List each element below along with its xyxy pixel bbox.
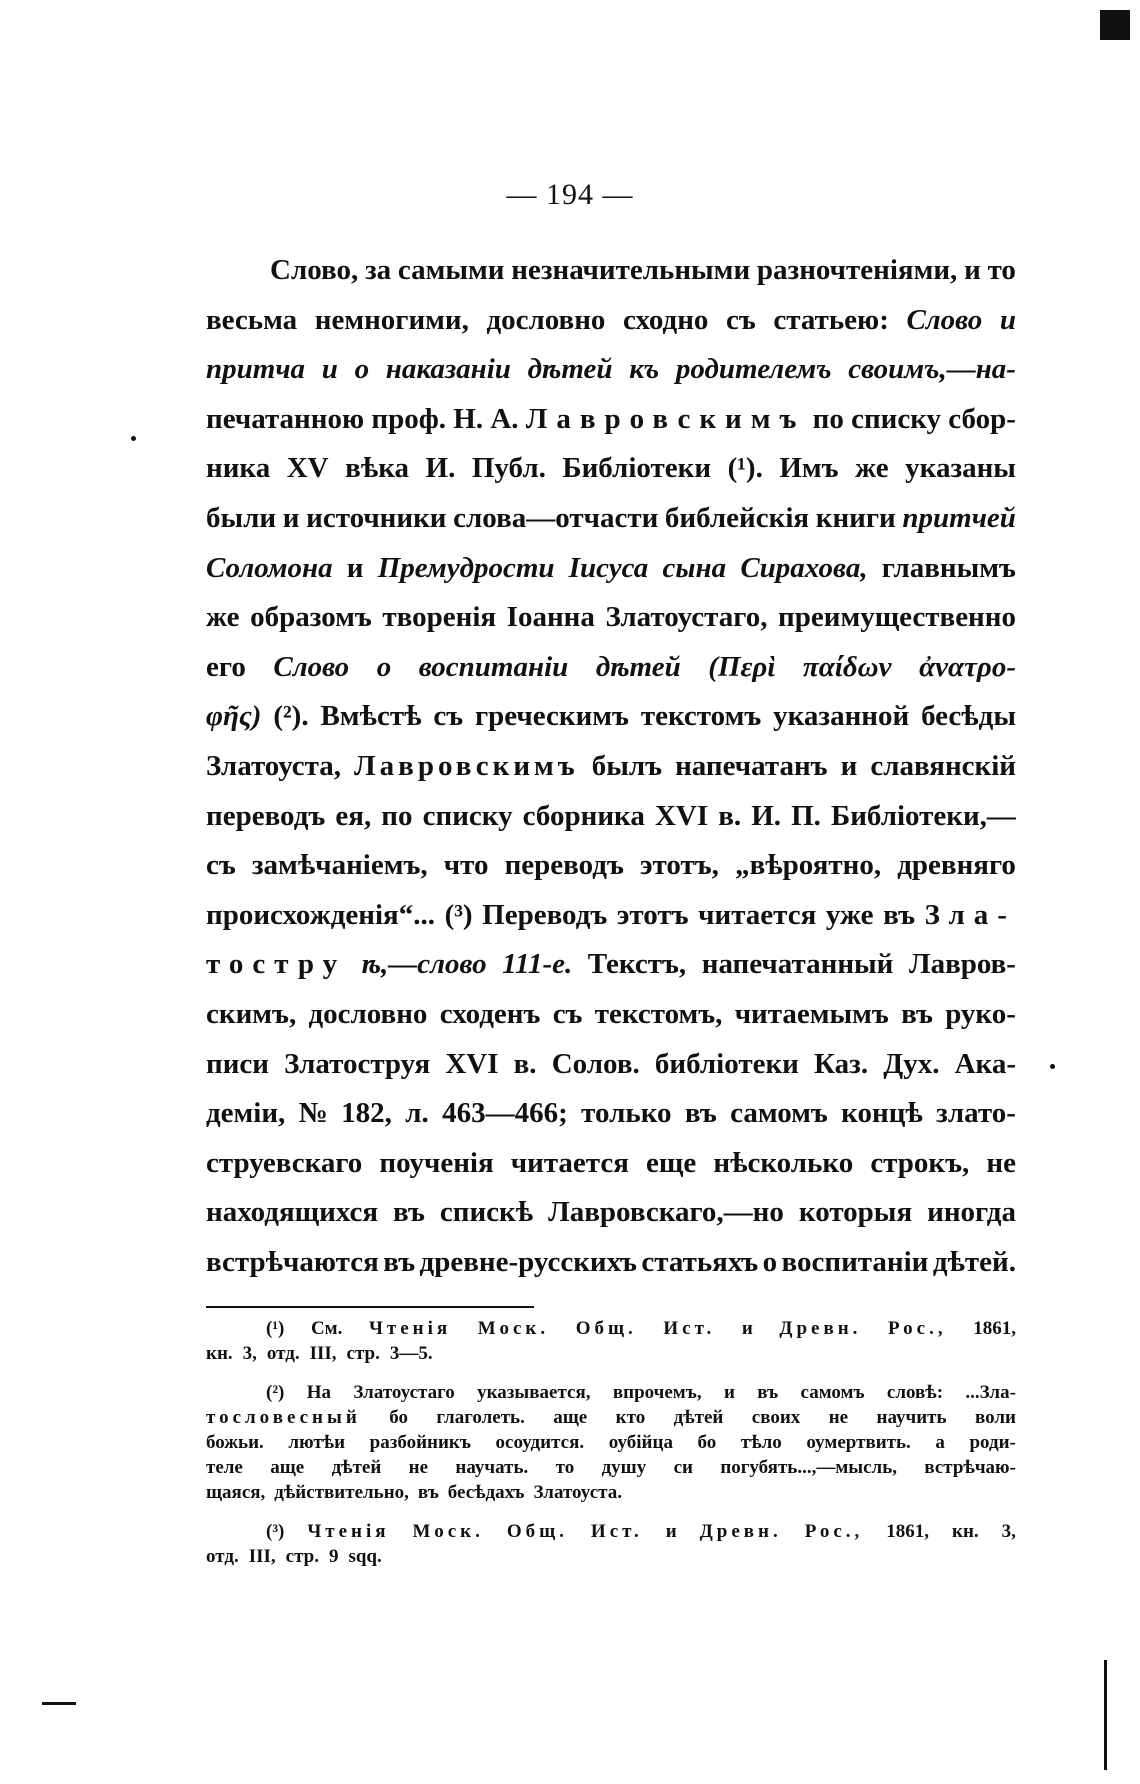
word: греческимъ <box>474 700 629 733</box>
word: и <box>282 501 300 534</box>
word: съ <box>552 997 583 1030</box>
body-line <box>206 345 1016 395</box>
word: этотъ, <box>640 849 719 882</box>
word: сходенъ <box>439 997 541 1030</box>
word: съ <box>726 303 756 336</box>
footnotes <box>206 1316 1016 1569</box>
body-line <box>206 296 1016 346</box>
body-line <box>206 643 1016 693</box>
word: проф. <box>371 402 447 435</box>
word: творенія <box>382 601 497 634</box>
italic-word: притча <box>206 353 306 386</box>
spaced-word: Моск. <box>412 1521 484 1542</box>
word: не <box>828 1407 849 1428</box>
word: то <box>555 1457 575 1478</box>
scan-speck <box>131 436 136 441</box>
word: лютѣи <box>288 1432 346 1453</box>
spaced-word: тостру <box>206 948 347 981</box>
word: божьи. <box>206 1432 264 1453</box>
word: вѣка <box>345 452 409 485</box>
body-line <box>206 792 1016 842</box>
word: XV <box>286 452 329 485</box>
italic-word: наказаніи <box>385 353 511 386</box>
footnote-line <box>206 1380 1016 1405</box>
word: sqq. <box>348 1546 382 1567</box>
word: по <box>381 799 413 832</box>
word: № <box>298 1097 328 1130</box>
word: XVI <box>654 799 709 832</box>
word: бо <box>697 1432 717 1453</box>
word: дѣтей <box>673 1407 724 1428</box>
word: печатанною <box>206 402 365 435</box>
word: дословно <box>486 303 606 336</box>
word: оумертвить. <box>806 1432 911 1453</box>
word: за <box>364 254 392 286</box>
word: текстомъ <box>640 700 762 733</box>
footnote-line <box>206 1430 1016 1455</box>
word: Каз. <box>814 1047 869 1080</box>
word: самомъ <box>800 1382 865 1403</box>
word: весьма <box>206 303 298 336</box>
word: 3—5. <box>389 1343 433 1364</box>
footnote-ref: (²). <box>273 700 309 733</box>
word: встрѣчаются <box>206 1245 379 1278</box>
word: списку <box>851 402 942 435</box>
word: въ <box>901 997 933 1030</box>
word: напечатанный <box>701 948 894 981</box>
word: находящихся <box>206 1196 379 1229</box>
word: в. <box>718 799 742 832</box>
greek-word: ἀνατρο- <box>919 650 1016 683</box>
word: немногими, <box>314 303 469 336</box>
word: Н. <box>453 402 484 435</box>
word: III, <box>248 1546 276 1567</box>
footnote-1 <box>206 1316 1016 1366</box>
word: спискѣ <box>439 1196 534 1229</box>
word: Лавров- <box>908 948 1016 981</box>
italic-word: воспитаніи <box>418 650 569 683</box>
word: преимущественно <box>778 601 1016 634</box>
body-line <box>206 1188 1016 1238</box>
spaced-name: Лавровскимъ <box>354 749 579 782</box>
word: Публ. <box>471 452 546 485</box>
word: въ <box>417 1482 439 1503</box>
word: 463—466; <box>442 1097 568 1130</box>
word: поученія <box>379 1146 494 1179</box>
word: аще <box>553 1407 588 1428</box>
word: въ <box>383 1245 416 1278</box>
italic-word: о <box>354 353 370 386</box>
body-line <box>206 990 1016 1040</box>
word: в. <box>513 1047 537 1080</box>
footnote-line <box>206 1405 1016 1430</box>
spaced-word: Чтенія <box>307 1521 390 1542</box>
italic-word: дѣтей <box>527 353 613 386</box>
word: И. <box>425 452 456 485</box>
word: Дух. <box>883 1047 940 1080</box>
footnote-ref: (³) <box>444 898 473 931</box>
word: дословно <box>308 997 428 1030</box>
word: XVI <box>445 1047 499 1080</box>
word: злато- <box>936 1097 1016 1130</box>
word: бо <box>389 1407 408 1428</box>
footnote-separator <box>206 1306 534 1308</box>
word: III, <box>309 1343 337 1364</box>
body-line <box>206 1238 1016 1288</box>
footnote-2 <box>206 1380 1016 1505</box>
word: встрѣчаю- <box>924 1457 1016 1478</box>
word: разночтеніями, <box>756 254 958 286</box>
word: Переводъ <box>482 898 608 931</box>
word: ...Зла- <box>965 1382 1016 1403</box>
italic-word: Слово <box>906 303 983 336</box>
word: то <box>987 254 1016 286</box>
word: указывается, <box>477 1382 591 1403</box>
word: отд. <box>206 1546 239 1567</box>
word: словѣ: <box>886 1382 944 1403</box>
word: ея, <box>335 799 372 832</box>
italic-word: Сирахова, <box>740 551 868 584</box>
word: кн. <box>952 1521 979 1542</box>
word: этотъ <box>616 898 689 931</box>
word: указанной <box>773 700 910 733</box>
italic-word: Соломона <box>206 551 333 584</box>
word: осоудится. <box>495 1432 585 1453</box>
word: еще <box>646 1146 697 1179</box>
word: кто <box>615 1407 646 1428</box>
italic-word: сына <box>662 551 727 584</box>
word: Вмѣстѣ <box>320 700 422 733</box>
footnote-line <box>206 1544 1016 1569</box>
body-line <box>206 1139 1016 1189</box>
word: стр. <box>285 1546 319 1567</box>
word: научать. <box>455 1457 529 1478</box>
word: отд. <box>266 1343 300 1364</box>
italic-word: ѣ,—слово <box>361 948 487 981</box>
word: деміи, <box>206 1097 286 1130</box>
word: См. <box>310 1318 343 1339</box>
word: и <box>346 551 364 584</box>
spaced-word: Древн. <box>699 1521 782 1542</box>
word: 1861, <box>973 1318 1016 1339</box>
word: душу <box>601 1457 647 1478</box>
body-line <box>206 1089 1016 1139</box>
word: „вѣроятно, <box>735 849 882 882</box>
word: воспитаніи <box>781 1245 929 1278</box>
word: источники <box>306 501 447 534</box>
word: аще <box>270 1457 305 1478</box>
word: писи <box>206 1047 269 1080</box>
word: и <box>723 1382 735 1403</box>
word: скимъ, <box>206 997 297 1030</box>
spaced-word: Общ. <box>575 1318 637 1339</box>
word: въ <box>393 1196 425 1229</box>
word: замѣчаніемъ, <box>251 849 428 882</box>
word: дѣйствительно, <box>274 1482 409 1503</box>
body-line <box>206 940 1016 990</box>
word: струевскаго <box>206 1146 363 1179</box>
word: кн. <box>206 1343 233 1364</box>
word: бесѣдахъ <box>447 1482 525 1503</box>
italic-word: Слово <box>273 650 350 683</box>
spaced-word: Зла- <box>924 898 1016 931</box>
word: же <box>855 452 889 485</box>
italic-word: Премудрости <box>377 551 555 584</box>
word: разбойникъ <box>369 1432 471 1453</box>
scan-corner-mark <box>1100 10 1130 40</box>
word: же <box>206 601 240 634</box>
spaced-word: тословесный <box>206 1407 361 1428</box>
word: статьяхъ <box>641 1245 759 1278</box>
italic-word: о <box>376 650 392 683</box>
word: древне-русскихъ <box>419 1245 637 1278</box>
body-line <box>206 1040 1016 1090</box>
word: л. <box>405 1097 429 1130</box>
word: стр. <box>346 1343 380 1364</box>
word: И. <box>751 799 782 832</box>
word: Златоуста, <box>206 749 342 782</box>
spaced-word: Ист. <box>663 1318 716 1339</box>
footnote-marker: (²) <box>266 1382 285 1403</box>
footnote-marker: (³) <box>266 1521 285 1542</box>
spaced-word: Чтенія <box>368 1318 452 1339</box>
word: древняго <box>897 849 1016 882</box>
word: иногда <box>927 1196 1016 1229</box>
greek-word: παίδων <box>802 650 892 683</box>
word: въ <box>757 1382 779 1403</box>
spaced-word: Рос., <box>888 1318 947 1339</box>
word: образомъ <box>250 601 372 634</box>
spaced-word: Рос., <box>804 1521 864 1542</box>
word: читается <box>698 898 817 931</box>
word: были <box>206 501 277 534</box>
footnote-line <box>206 1480 1016 1505</box>
word: библіотеки <box>654 1047 799 1080</box>
body-text <box>206 246 1016 1287</box>
word: концѣ <box>841 1097 923 1130</box>
italic-word: родителемъ <box>675 353 832 386</box>
word: статьею: <box>773 303 889 336</box>
word: книги <box>815 501 896 534</box>
word: 1861, <box>886 1521 930 1542</box>
word: съ <box>206 849 236 882</box>
word: Солов. <box>551 1047 640 1080</box>
body-line <box>206 742 1016 792</box>
word: былъ <box>591 749 663 782</box>
word: его <box>206 650 246 683</box>
word: сбор- <box>948 402 1016 435</box>
footnote-3 <box>206 1519 1016 1569</box>
greek-word: (Περὶ <box>708 650 776 683</box>
word: 182, <box>341 1097 392 1130</box>
word: Имъ <box>779 452 839 485</box>
footnote-line <box>206 1519 1016 1544</box>
word: бесѣды <box>921 700 1016 733</box>
scan-edge-mark <box>42 1702 76 1705</box>
word: Слово, <box>270 254 359 286</box>
word: Ака- <box>954 1047 1016 1080</box>
word: Златоуста. <box>533 1482 622 1503</box>
scan-speck <box>1050 1064 1055 1069</box>
word: незначительными <box>511 254 751 286</box>
word: погубять...,—мысль, <box>720 1457 898 1478</box>
word: читается <box>510 1146 629 1179</box>
word: Библіотеки,— <box>831 799 1016 832</box>
italic-word: и <box>321 353 338 386</box>
word: въ <box>684 1097 717 1130</box>
scan-edge-mark <box>1104 1660 1107 1770</box>
body-line <box>206 692 1016 742</box>
word: самомъ <box>730 1097 828 1130</box>
word: дѣтей <box>331 1457 382 1478</box>
body-line <box>206 841 1016 891</box>
word: дѣтей. <box>932 1245 1016 1278</box>
word: не <box>408 1457 429 1478</box>
word: въ <box>883 898 915 931</box>
word: главнымъ <box>881 551 1016 584</box>
word: 9 <box>328 1546 339 1567</box>
word: Текстъ, <box>587 948 687 981</box>
word: о <box>762 1245 778 1278</box>
italic-word: и <box>999 303 1016 336</box>
italic-word: притчей <box>902 501 1016 534</box>
word: происхожденія“... <box>206 898 435 931</box>
body-line <box>206 494 1016 544</box>
italic-word: своимъ,—на- <box>848 353 1016 386</box>
word: и <box>964 254 981 286</box>
word: тѣло <box>740 1432 782 1453</box>
word: впрочемъ, <box>612 1382 702 1403</box>
body-line <box>206 246 1016 296</box>
word: которыя <box>798 1196 913 1229</box>
word: 3, <box>242 1343 257 1364</box>
body-line <box>206 544 1016 594</box>
word: 3, <box>1001 1521 1016 1542</box>
footnote-ref: (¹). <box>727 452 763 485</box>
body-line <box>206 444 1016 494</box>
word: На <box>306 1382 332 1403</box>
word: руко- <box>945 997 1016 1030</box>
word: списку <box>422 799 513 832</box>
italic-word: Іисуса <box>568 551 649 584</box>
word: Златоустаго, <box>605 601 768 634</box>
word: только <box>581 1097 672 1130</box>
footnote-line <box>206 1316 1016 1341</box>
word: си <box>673 1457 693 1478</box>
italic-word: дѣтей <box>595 650 681 683</box>
word: Златоструя <box>284 1047 431 1080</box>
spaced-word: Общ. <box>506 1521 568 1542</box>
word: глаголеть. <box>436 1407 525 1428</box>
spaced-word: Древн. <box>779 1318 862 1339</box>
word: и <box>741 1318 753 1339</box>
spaced-word: Моск. <box>477 1318 550 1339</box>
word: П. <box>791 799 821 832</box>
word: и <box>840 749 858 782</box>
page-number: — 194 — <box>506 178 634 211</box>
word: теле <box>206 1457 243 1478</box>
word: читаемымъ <box>734 997 889 1030</box>
body-line <box>206 395 1016 445</box>
word: текстомъ, <box>594 997 723 1030</box>
word: Лавровскаго,—но <box>548 1196 784 1229</box>
word: съ <box>433 700 464 733</box>
greek-word: φῆς) <box>206 700 262 733</box>
word: воли <box>974 1407 1016 1428</box>
italic-word: 111-е. <box>502 948 573 981</box>
word: А. <box>490 402 519 435</box>
word: сборника <box>522 799 645 832</box>
word: переводъ <box>206 799 326 832</box>
word: славянскій <box>870 749 1016 782</box>
word: нѣсколько <box>713 1146 854 1179</box>
word: указаны <box>905 452 1016 485</box>
word: Златоустаго <box>353 1382 455 1403</box>
word: самыми <box>397 254 505 286</box>
word: роди- <box>969 1432 1016 1453</box>
word: Іоанна <box>506 601 595 634</box>
word: строкъ, <box>870 1146 970 1179</box>
word: а <box>935 1432 945 1453</box>
word: не <box>986 1146 1016 1179</box>
word: ника <box>206 452 271 485</box>
word: оубійца <box>608 1432 673 1453</box>
body-line <box>206 891 1016 941</box>
footnote-line <box>206 1455 1016 1480</box>
footnote-line <box>206 1341 1016 1366</box>
word: переводъ <box>504 849 624 882</box>
spaced-name: Лавровскимъ <box>525 402 806 435</box>
word: напечатанъ <box>675 749 828 782</box>
word: своих <box>751 1407 801 1428</box>
spaced-word: Ист. <box>590 1521 643 1542</box>
word: уже <box>825 898 874 931</box>
word: что <box>443 849 489 882</box>
word: и <box>665 1521 677 1542</box>
word: Библіотеки <box>562 452 712 485</box>
footnote-marker: (¹) <box>266 1318 285 1339</box>
word: библейскія <box>664 501 810 534</box>
italic-word: къ <box>629 353 660 386</box>
word: сходно <box>623 303 709 336</box>
word: слова—отчасти <box>453 501 659 534</box>
word: по <box>812 402 844 435</box>
word: щаяся, <box>206 1482 266 1503</box>
word: научить <box>876 1407 947 1428</box>
body-line <box>206 593 1016 643</box>
